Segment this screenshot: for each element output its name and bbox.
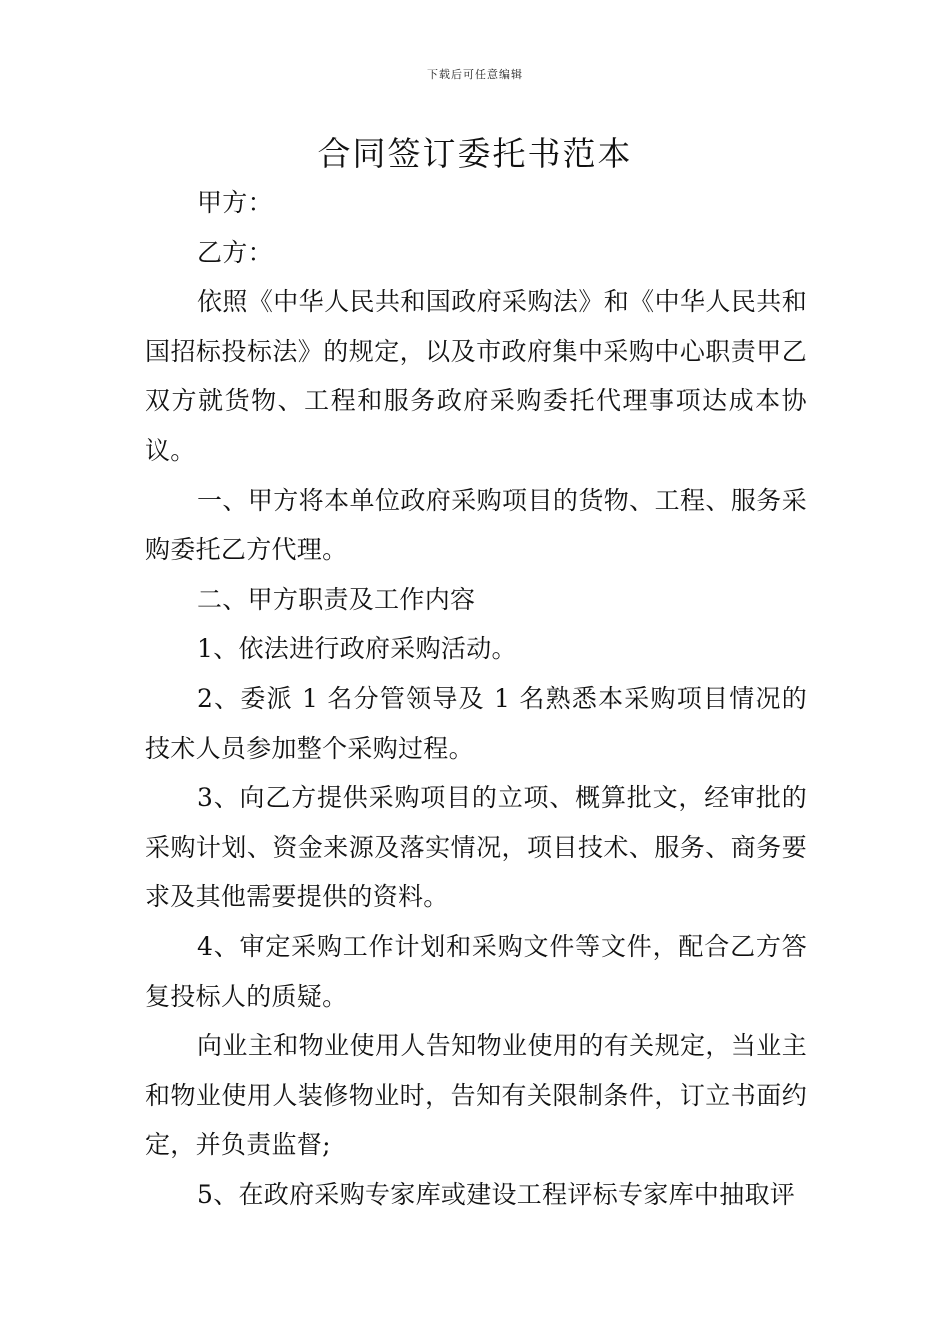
- document-body: [145, 178, 807, 1219]
- property-notice-paragraph: 向业主和物业使用人告知物业使用的有关规定，当业主和物业使用人装修物业时，告知有关限制条件，订立书面约定，并负责监督;: [145, 1031, 807, 1160]
- item-1-paragraph: 1、依法进行政府采购活动。: [197, 634, 517, 664]
- item-3-paragraph: 3、向乙方提供采购项目的立项、概算批文，经审批的采购计划、资金来源及落实情况，项目技术、服务、商务要求及其他需要提供的资料。: [145, 783, 807, 912]
- item-4-paragraph: 4、审定采购工作计划和采购文件等文件，配合乙方答复投标人的质疑。: [145, 931, 807, 1011]
- clause-one-paragraph: 一、甲方将本单位政府采购项目的货物、工程、服务采购委托乙方代理。: [145, 485, 807, 565]
- document-title: 合同签订委托书范本: [317, 134, 633, 173]
- party-a-line: 甲方：: [197, 188, 273, 217]
- party-b-line: 乙方：: [197, 237, 273, 267]
- header-note: 下载后可任意编辑: [427, 68, 523, 81]
- clause-two-heading: 二、甲方职责及工作内容: [197, 584, 476, 614]
- item-5-paragraph: 5、在政府采购专家库或建设工程评标专家库中抽取评: [197, 1179, 796, 1209]
- preamble-paragraph: 依照《中华人民共和国政府采购法》和《中华人民共和国招标投标法》的规定，以及市政府集中采购中心职责甲乙双方就货物、工程和服务政府采购委托代理事项达成本协议。: [145, 287, 807, 465]
- item-2-paragraph: 2、委派 1 名分管领导及 1 名熟悉本采购项目情况的技术人员参加整个采购过程。: [145, 683, 807, 763]
